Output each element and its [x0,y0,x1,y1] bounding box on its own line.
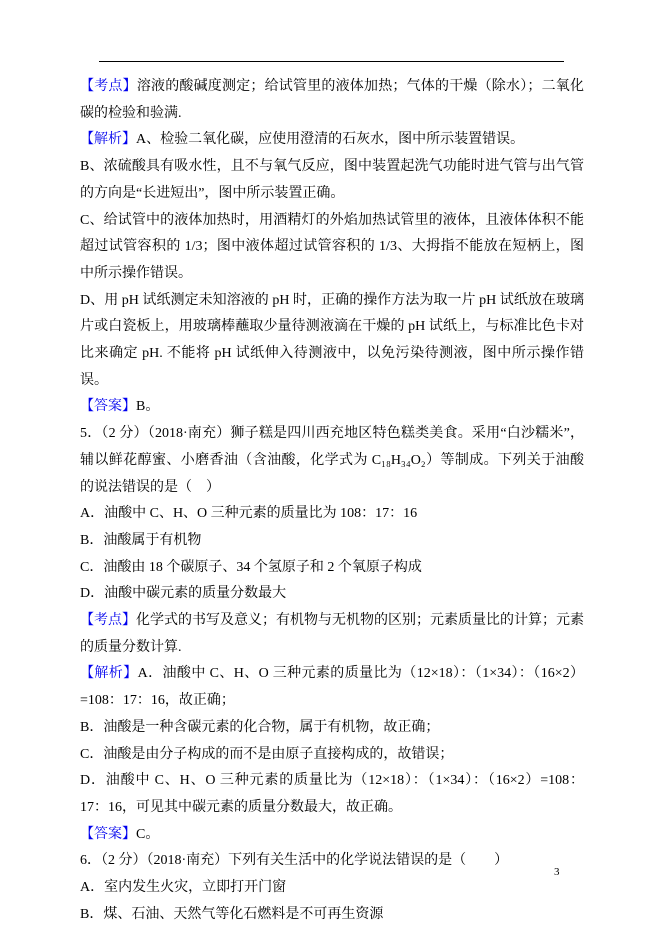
option-paragraph [80,208,584,288]
analysis-paragraph [80,661,584,714]
paragraph-text: B．油酸属于有机物 [80,532,202,548]
option-paragraph [80,715,584,742]
paragraph-text: A．油酸中 C、H、O 三种元素的质量比为 108：17：16 [80,506,418,522]
bracket-label: 【考点】 [80,79,137,94]
paragraph-text: A、检验二氧化碳，应使用澄清的石灰水，图中所示装置错误。 [136,132,525,148]
paragraph-text: 5．（2 分）（2018·南充）狮子糕是四川西充地区特色糕类美食。采用“白沙糯米”，辅以鲜花醇蜜、小磨香油（含油酸，化学式为 C₁₈H₃₄O₂）等制成。下列关于油酸的说法错误的是（ ） [80,426,584,495]
paragraph-text: C．油酸由 18 个碳原子、34 个氢原子和 2 个氧原子构成 [80,559,422,575]
page-number: 3 [554,866,560,878]
paragraph-text: 6．（2 分）（2018·南充）下列有关生活中的化学说法错误的是（ ） [80,853,509,869]
paragraph-text: B、浓硫酸具有吸水性，且不与氧气反应，图中装置起洗气功能时进气管与出气管的方向是“长进短出”，图中所示装置正确。 [80,159,584,201]
analysis-paragraph [80,127,584,154]
bracket-label: 【答案】 [80,826,136,842]
document-body [80,74,584,929]
paragraph-text: 化学式的书写及意义；有机物与无机物的区别；元素质量比的计算；元素的质量分数计算. [80,613,584,655]
option-paragraph [80,742,584,769]
paragraph-text: C．油酸是由分子构成的而不是由原子直接构成的，故错误； [80,746,454,762]
question-paragraph [80,421,584,501]
paragraph-text: 溶液的酸碱度测定；给试管里的液体加热；气体的干燥（除水）；二氧化碳的检验和验满. [80,79,585,121]
option-paragraph [80,154,584,207]
keypoint-paragraph [80,608,584,661]
option-paragraph [80,288,584,395]
paragraph-text: D、用 pH 试纸测定未知溶液的 pH 时，正确的操作方法为取一片 pH 试纸放在玻璃片或白瓷板上，用玻璃棒蘸取少量待测液滴在干燥的 pH 试纸上，与标准比色卡对比来确定 pH. 不能将 pH 试纸伸入待测液中，以免污染待测液，图中所示操作错误。 [80,292,584,388]
question-paragraph [80,848,584,875]
answer-paragraph [80,822,584,849]
paragraph-text: B．油酸是一种含碳元素的化合物，属于有机物，故正确； [80,719,440,735]
option-paragraph [80,555,584,582]
option-paragraph [80,581,584,608]
bracket-label: 【答案】 [80,399,136,415]
option-paragraph [80,768,584,821]
paragraph-text: C。 [136,826,160,842]
answer-paragraph [80,394,584,421]
paragraph-text: B。 [136,399,160,415]
paragraph-text: C、给试管中的液体加热时，用酒精灯的外焰加热试管里的液体，且液体体积不能超过试管容积的 1/3；图中液体超过试管容积的 1/3、大拇指不能放在短柄上，图中所示操作错误。 [80,212,584,281]
option-paragraph [80,902,584,929]
bracket-label: 【解析】 [80,666,138,682]
paragraph-text: D．油酸中碳元素的质量分数最大 [80,586,287,602]
paragraph-text: D．油酸中 C、H、O 三种元素的质量比为（12×18）：（1×34）：（16×2）=108：17：16，可见其中碳元素的质量分数最大，故正确。 [80,773,584,815]
header-rule [99,61,564,62]
paragraph-text: A．室内发生火灾，立即打开门窗 [80,880,287,896]
option-paragraph [80,501,584,528]
keypoint-paragraph [80,74,584,127]
option-paragraph [80,528,584,555]
bracket-label: 【解析】 [80,132,136,148]
option-paragraph [80,875,584,902]
paragraph-text: B．煤、石油、天然气等化石燃料是不可再生资源 [80,906,384,922]
bracket-label: 【考点】 [80,613,136,629]
paragraph-text: A．油酸中 C、H、O 三种元素的质量比为（12×18）：（1×34）：（16×2）=108：17：16，故正确； [80,666,584,709]
